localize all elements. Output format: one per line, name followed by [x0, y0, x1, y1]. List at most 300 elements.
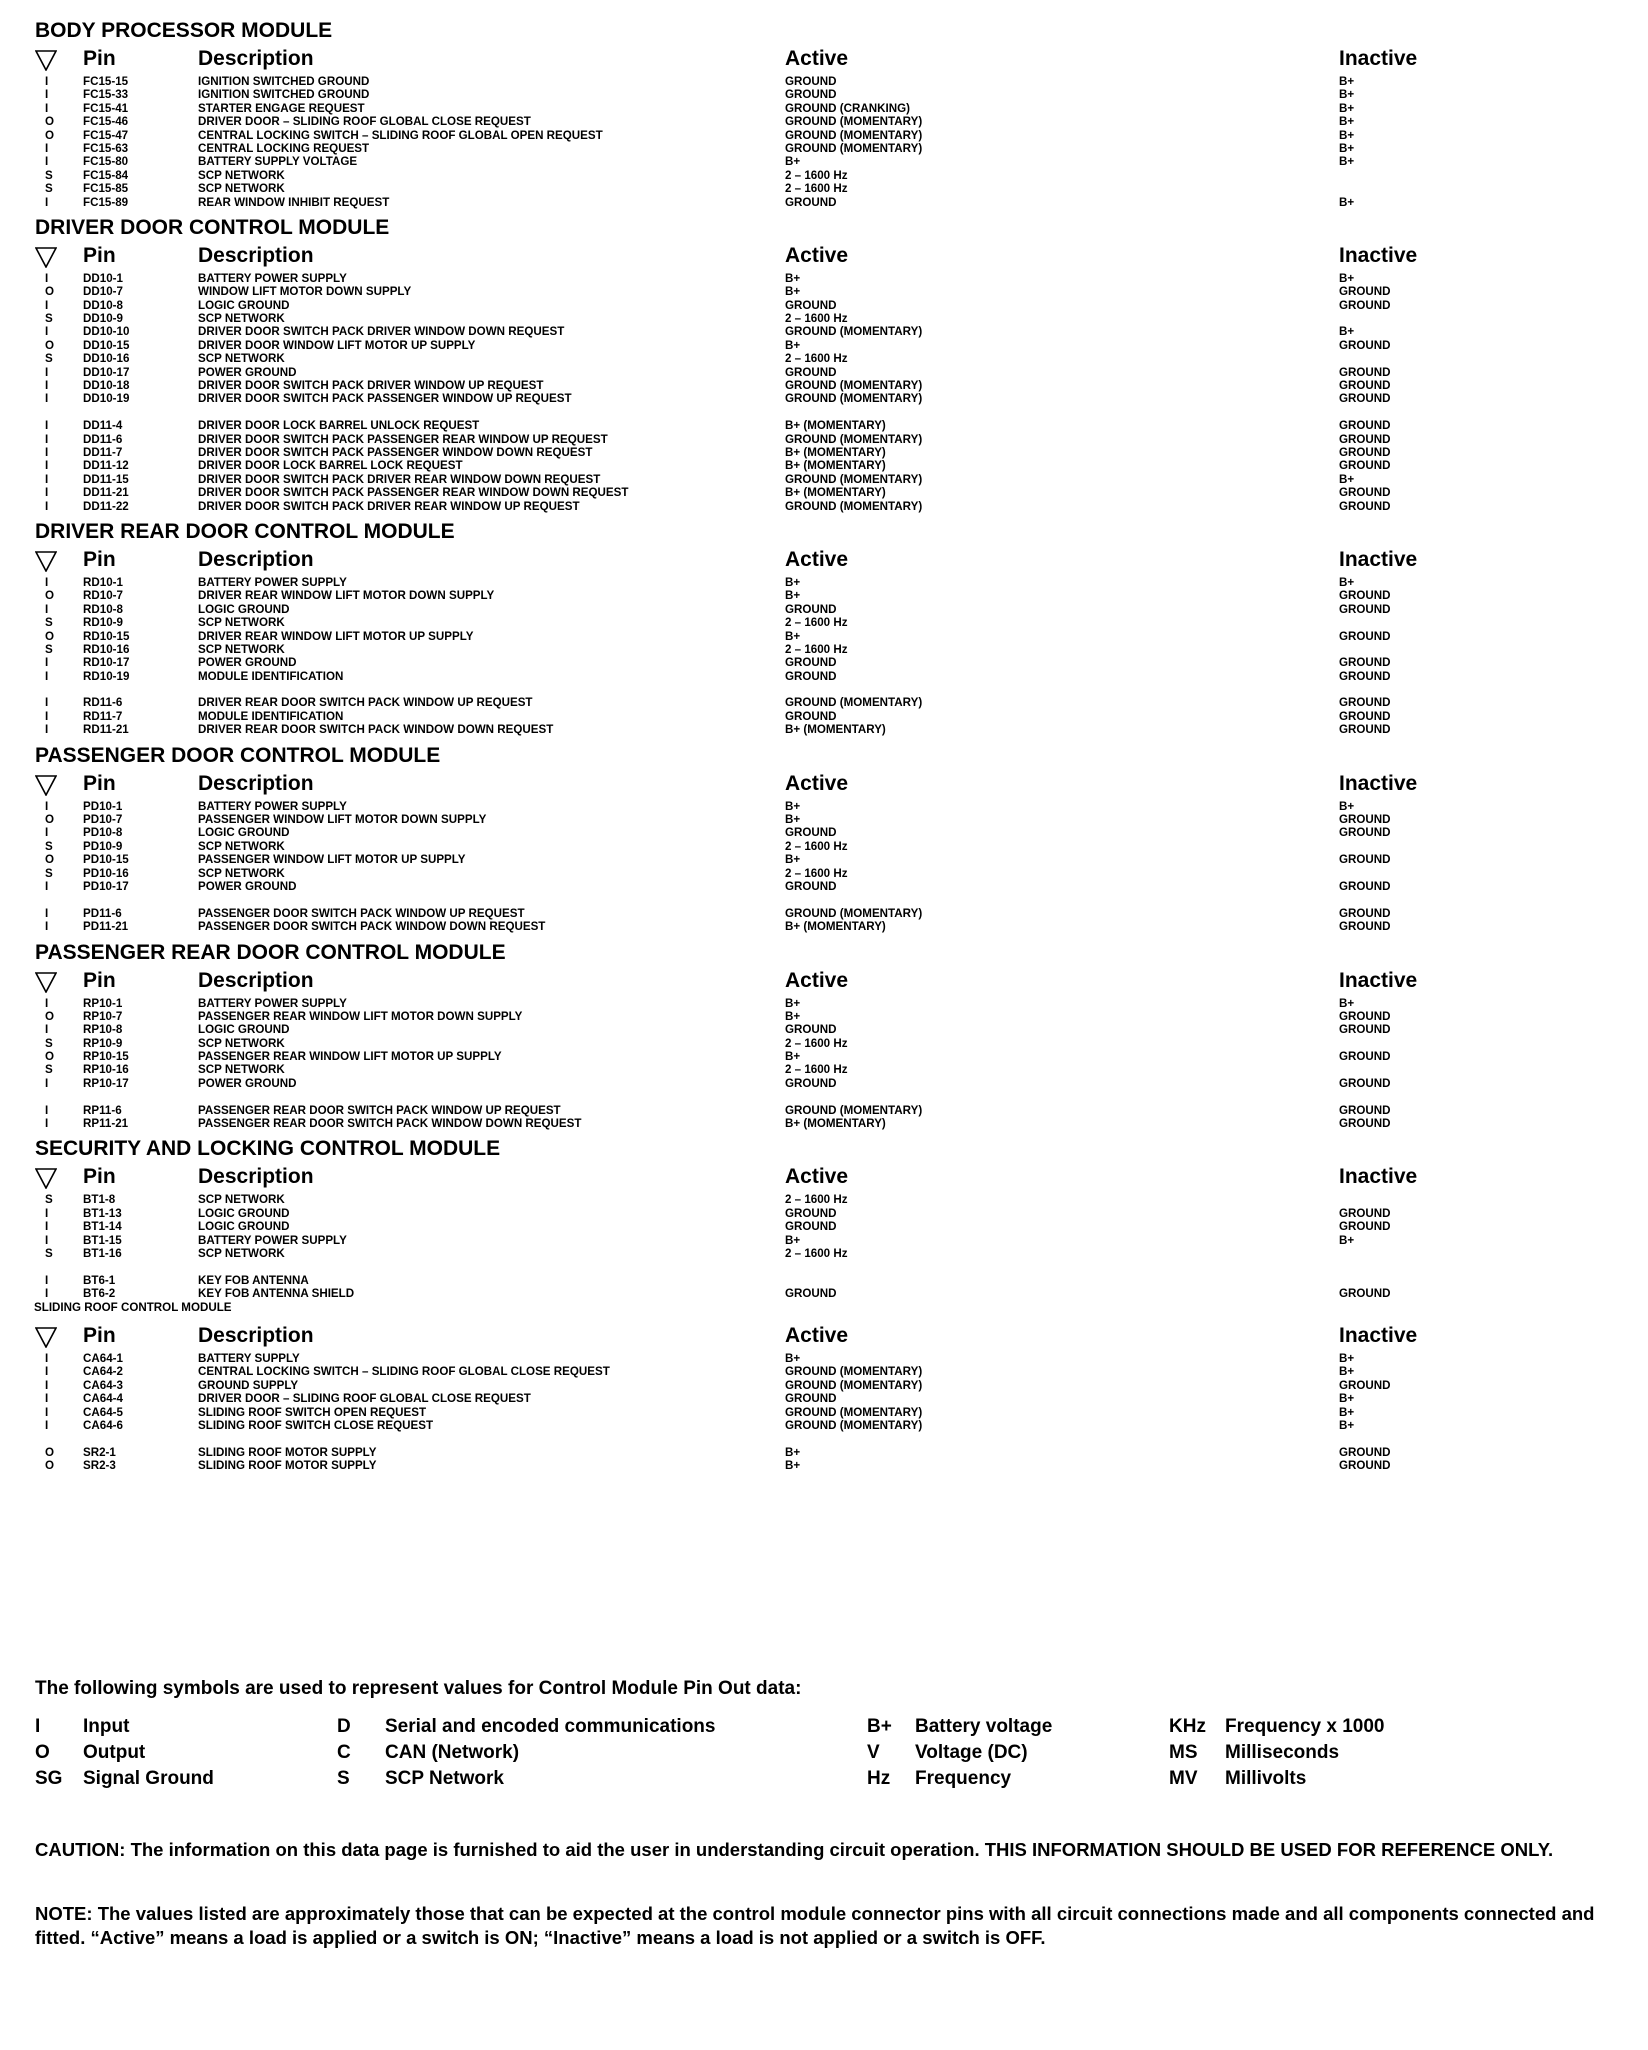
- group-spacer: [35, 1090, 1625, 1103]
- table-row: [35, 1247, 1625, 1260]
- active-value: 2 – 1600 Hz: [785, 1063, 848, 1077]
- header-description: Description: [198, 968, 314, 992]
- pin-id: RP10-7: [83, 1009, 123, 1023]
- table-row: [35, 1419, 1625, 1432]
- io-type: S: [45, 352, 53, 366]
- module-title: SECURITY AND LOCKING CONTROL MODULE: [35, 1137, 501, 1161]
- io-type: I: [45, 669, 49, 683]
- header-description: Description: [198, 1165, 314, 1189]
- active-value: 2 – 1600 Hz: [785, 168, 848, 182]
- table-header: [35, 1320, 1625, 1352]
- active-value: GROUND (MOMENTARY): [785, 379, 923, 393]
- active-value: B+ (MOMENTARY): [785, 723, 886, 737]
- io-type: I: [45, 1392, 49, 1406]
- pin-description: DRIVER REAR DOOR SWITCH PACK WINDOW UP REQUEST: [198, 696, 533, 710]
- io-type: I: [45, 101, 49, 115]
- pin-id: DD10-18: [83, 379, 130, 393]
- table-row: [35, 312, 1625, 325]
- io-type: S: [45, 1063, 53, 1077]
- pin-id: RP11-21: [83, 1117, 129, 1131]
- table-row: [35, 1063, 1625, 1076]
- inactive-value: B+: [1339, 101, 1355, 115]
- legend-symbol: B+: [867, 1716, 892, 1737]
- inactive-value: B+: [1339, 195, 1355, 209]
- header-active: Active: [785, 547, 849, 571]
- inactive-value: GROUND: [1339, 723, 1391, 737]
- table-row: [35, 88, 1625, 101]
- io-type: S: [45, 312, 53, 326]
- inactive-value: GROUND: [1339, 445, 1391, 459]
- inactive-value: GROUND: [1339, 1378, 1391, 1392]
- pin-description: DRIVER DOOR SWITCH PACK DRIVER REAR WINDOW DOWN REQUEST: [198, 472, 601, 486]
- inactive-value: B+: [1339, 115, 1355, 129]
- table-row: [35, 169, 1625, 182]
- io-type: O: [45, 1445, 55, 1459]
- table-row: [35, 392, 1625, 405]
- inactive-value: GROUND: [1339, 589, 1391, 603]
- active-value: GROUND (MOMENTARY): [785, 141, 923, 155]
- legend-meaning: Frequency: [915, 1768, 1012, 1789]
- pin-description: DRIVER DOOR SWITCH PACK PASSENGER WINDOW DOWN REQUEST: [198, 445, 593, 459]
- active-value: B+: [785, 996, 801, 1010]
- header-inactive: Inactive: [1339, 1165, 1418, 1189]
- group-spacer: [35, 1260, 1625, 1273]
- inactive-value: GROUND: [1339, 906, 1391, 920]
- pin-id: RD10-19: [83, 669, 130, 683]
- header-active: Active: [785, 47, 849, 70]
- module-title: PASSENGER REAR DOOR CONTROL MODULE: [35, 940, 506, 964]
- pin-description: PASSENGER REAR WINDOW LIFT MOTOR DOWN SUPPLY: [198, 1009, 523, 1023]
- table-row: [35, 433, 1625, 446]
- io-type: S: [45, 182, 53, 196]
- inactive-value: B+: [1339, 1418, 1355, 1432]
- pin-id: SR2-3: [83, 1459, 116, 1473]
- table-row: [35, 1023, 1625, 1036]
- table-row: [35, 616, 1625, 629]
- io-type: I: [45, 75, 49, 88]
- module-section: [35, 215, 1625, 513]
- header-description: Description: [198, 47, 314, 70]
- inactive-value: GROUND: [1339, 696, 1391, 710]
- header-inactive: Inactive: [1339, 771, 1418, 795]
- table-row: [35, 339, 1625, 352]
- pin-id: RD11-6: [83, 696, 123, 710]
- pin-id: RP10-9: [83, 1036, 123, 1050]
- active-value: GROUND: [785, 195, 837, 209]
- io-type: I: [45, 195, 49, 209]
- pin-rows: [35, 1193, 1625, 1300]
- inactive-value: GROUND: [1339, 1103, 1391, 1117]
- table-header: [35, 768, 1625, 800]
- pin-id: RD10-7: [83, 589, 123, 603]
- pin-description: SCP NETWORK: [198, 352, 285, 366]
- pin-description: DRIVER DOOR SWITCH PACK PASSENGER REAR WINDOW DOWN REQUEST: [198, 486, 629, 500]
- active-value: GROUND (MOMENTARY): [785, 115, 923, 129]
- active-value: 2 – 1600 Hz: [785, 616, 848, 630]
- pin-rows: [35, 75, 1625, 209]
- pin-id: DD10-9: [83, 312, 123, 326]
- io-type: I: [45, 155, 49, 169]
- pin-description: MODULE IDENTIFICATION: [198, 709, 344, 723]
- pin-description: POWER GROUND: [198, 656, 297, 670]
- io-type: I: [45, 920, 49, 934]
- pin-description: DRIVER DOOR SWITCH PACK DRIVER WINDOW UP REQUEST: [198, 379, 544, 393]
- table-row: [35, 813, 1625, 826]
- pin-id: DD11-4: [83, 419, 123, 433]
- pin-description: IGNITION SWITCHED GROUND: [198, 88, 370, 102]
- header-pin: Pin: [83, 1165, 116, 1189]
- pin-id: PD10-7: [83, 813, 123, 827]
- active-value: B+: [785, 813, 801, 827]
- legend-symbol: I: [35, 1716, 41, 1737]
- pin-rows: [35, 576, 1625, 737]
- inactive-value: B+: [1339, 155, 1355, 169]
- header-description: Description: [198, 1323, 314, 1347]
- inactive-value: GROUND: [1339, 1009, 1391, 1023]
- pin-description: BATTERY POWER SUPPLY: [198, 575, 347, 589]
- pin-description: STARTER ENGAGE REQUEST: [198, 101, 365, 115]
- pin-rows: [35, 800, 1625, 934]
- active-value: GROUND (MOMENTARY): [785, 696, 923, 710]
- io-type: I: [45, 499, 49, 513]
- io-type: I: [45, 392, 49, 406]
- io-type: I: [45, 1418, 49, 1432]
- header-active: Active: [785, 771, 849, 795]
- pin-id: SR2-1: [83, 1445, 116, 1459]
- pin-description: BATTERY SUPPLY: [198, 1351, 300, 1365]
- active-value: GROUND (MOMENTARY): [785, 472, 923, 486]
- header-inactive: Inactive: [1339, 968, 1418, 992]
- header-pin: Pin: [83, 47, 116, 70]
- legend-meaning: Frequency x 1000: [1225, 1716, 1385, 1737]
- header-active: Active: [785, 1165, 849, 1189]
- table-row: [35, 1352, 1625, 1365]
- io-type: I: [45, 486, 49, 500]
- header-inactive: Inactive: [1339, 47, 1418, 70]
- triangle-icon: [35, 550, 57, 572]
- pin-description: SCP NETWORK: [198, 1063, 285, 1077]
- active-value: B+: [785, 589, 801, 603]
- table-row: [35, 1392, 1625, 1405]
- legend-meaning: Output: [83, 1742, 146, 1763]
- io-type: I: [45, 826, 49, 840]
- active-value: GROUND: [785, 879, 837, 893]
- module-section: [35, 940, 1625, 1131]
- table-row: [35, 1207, 1625, 1220]
- pin-description: SCP NETWORK: [198, 1193, 285, 1207]
- io-type: S: [45, 1247, 53, 1260]
- inactive-value: GROUND: [1339, 379, 1391, 393]
- active-value: GROUND: [785, 1287, 837, 1301]
- legend-meaning: CAN (Network): [385, 1742, 520, 1763]
- pin-id: FC15-33: [83, 88, 129, 102]
- inactive-value: GROUND: [1339, 1050, 1391, 1064]
- io-type: I: [45, 365, 49, 379]
- inactive-value: B+: [1339, 575, 1355, 589]
- legend-meaning: Battery voltage: [915, 1716, 1053, 1737]
- active-value: GROUND (CRANKING): [785, 101, 910, 115]
- pin-id: PD10-17: [83, 879, 129, 893]
- inactive-value: GROUND: [1339, 1206, 1391, 1220]
- active-value: 2 – 1600 Hz: [785, 1193, 848, 1207]
- pin-id: DD11-15: [83, 472, 129, 486]
- table-row: [35, 102, 1625, 115]
- table-row: [35, 446, 1625, 459]
- pin-description: SCP NETWORK: [198, 182, 285, 196]
- active-value: B+: [785, 271, 801, 285]
- io-type: S: [45, 1193, 53, 1207]
- table-row: [35, 379, 1625, 392]
- pin-id: DD10-8: [83, 298, 123, 312]
- header-inactive: Inactive: [1339, 1323, 1418, 1347]
- table-row: [35, 1287, 1625, 1300]
- active-value: GROUND: [785, 669, 837, 683]
- table-row: [35, 907, 1625, 920]
- pin-description: KEY FOB ANTENNA SHIELD: [198, 1287, 355, 1301]
- legend-symbol: S: [337, 1768, 350, 1789]
- io-type: I: [45, 906, 49, 920]
- active-value: B+ (MOMENTARY): [785, 445, 886, 459]
- inactive-value: B+: [1339, 75, 1355, 88]
- pin-id: RD10-15: [83, 629, 130, 643]
- inactive-value: GROUND: [1339, 629, 1391, 643]
- io-type: I: [45, 472, 49, 486]
- module-title: DRIVER REAR DOOR CONTROL MODULE: [35, 519, 455, 543]
- inactive-value: GROUND: [1339, 1220, 1391, 1234]
- pin-id: RP10-1: [83, 996, 123, 1010]
- io-type: O: [45, 853, 55, 867]
- inactive-value: GROUND: [1339, 669, 1391, 683]
- pin-id: FC15-80: [83, 155, 129, 169]
- io-type: I: [45, 1273, 49, 1287]
- pin-id: FC15-85: [83, 182, 129, 196]
- io-type: O: [45, 1050, 55, 1064]
- table-row: [35, 1459, 1625, 1472]
- caution-text: CAUTION: The information on this data page is furnished to aid the user in understanding circuit operation. THIS INFORMATION SHOULD BE USED FOR REFERENCE ONLY.: [35, 1839, 1554, 1860]
- legend-meaning: Milliseconds: [1225, 1742, 1340, 1763]
- table-row: [35, 129, 1625, 142]
- pin-id: PD10-15: [83, 853, 129, 867]
- inactive-value: GROUND: [1339, 853, 1391, 867]
- io-type: I: [45, 379, 49, 393]
- active-value: B+: [785, 629, 801, 643]
- pin-id: FC15-84: [83, 168, 129, 182]
- pin-id: CA64-3: [83, 1378, 123, 1392]
- pin-id: BT1-8: [83, 1193, 116, 1207]
- pin-id: DD10-10: [83, 325, 130, 339]
- pin-description: SCP NETWORK: [198, 839, 285, 853]
- pin-description: BATTERY POWER SUPPLY: [198, 1233, 347, 1247]
- triangle-icon: [35, 49, 57, 71]
- io-type: I: [45, 271, 49, 285]
- io-type: O: [45, 115, 55, 129]
- table-row: [35, 1379, 1625, 1392]
- active-value: GROUND (MOMENTARY): [785, 1405, 923, 1419]
- pin-description: BATTERY SUPPLY VOLTAGE: [198, 155, 358, 169]
- pin-description: DRIVER DOOR – SLIDING ROOF GLOBAL CLOSE REQUEST: [198, 1392, 531, 1406]
- inactive-value: GROUND: [1339, 1023, 1391, 1037]
- active-value: B+: [785, 1445, 801, 1459]
- pin-description: POWER GROUND: [198, 365, 297, 379]
- inactive-value: B+: [1339, 1405, 1355, 1419]
- inactive-value: GROUND: [1339, 1287, 1391, 1301]
- active-value: B+: [785, 853, 801, 867]
- active-value: 2 – 1600 Hz: [785, 182, 848, 196]
- pin-description: PASSENGER REAR DOOR SWITCH PACK WINDOW DOWN REQUEST: [198, 1117, 582, 1131]
- module-section: [35, 1136, 1625, 1314]
- pin-description: DRIVER DOOR WINDOW LIFT MOTOR UP SUPPLY: [198, 338, 476, 352]
- active-value: B+ (MOMENTARY): [785, 486, 886, 500]
- triangle-icon: [35, 1326, 57, 1348]
- pin-description: POWER GROUND: [198, 879, 297, 893]
- io-type: S: [45, 168, 53, 182]
- pin-rows: [35, 272, 1625, 513]
- inactive-value: GROUND: [1339, 879, 1391, 893]
- header-pin: Pin: [83, 968, 116, 992]
- header-active: Active: [785, 1323, 849, 1347]
- header-pin: Pin: [83, 1323, 116, 1347]
- header-description: Description: [198, 771, 314, 795]
- table-row: [35, 880, 1625, 893]
- pin-id: BT6-2: [83, 1287, 116, 1301]
- pin-id: RD11-21: [83, 723, 129, 737]
- legend-symbol: KHz: [1169, 1716, 1206, 1737]
- pin-id: BT1-15: [83, 1233, 122, 1247]
- table-row: [35, 800, 1625, 813]
- active-value: GROUND: [785, 75, 837, 88]
- table-row: [35, 196, 1625, 209]
- table-row: [35, 576, 1625, 589]
- io-type: I: [45, 432, 49, 446]
- pin-description: LOGIC GROUND: [198, 1023, 290, 1037]
- inactive-value: GROUND: [1339, 285, 1391, 299]
- pin-id: FC15-46: [83, 115, 129, 129]
- io-type: O: [45, 813, 55, 827]
- pin-id: RD10-8: [83, 602, 123, 616]
- io-type: I: [45, 1365, 49, 1379]
- table-header: [35, 240, 1625, 272]
- active-value: GROUND (MOMENTARY): [785, 128, 923, 142]
- active-value: GROUND (MOMENTARY): [785, 1378, 923, 1392]
- io-type: O: [45, 1459, 55, 1473]
- inactive-value: GROUND: [1339, 1445, 1391, 1459]
- io-type: I: [45, 325, 49, 339]
- inactive-value: GROUND: [1339, 1459, 1391, 1473]
- table-row: [35, 155, 1625, 168]
- io-type: S: [45, 1036, 53, 1050]
- table-row: [35, 696, 1625, 709]
- active-value: GROUND: [785, 1023, 837, 1037]
- inactive-value: B+: [1339, 271, 1355, 285]
- module-title: BODY PROCESSOR MODULE: [35, 19, 333, 42]
- io-type: S: [45, 642, 53, 656]
- header-pin: Pin: [83, 243, 116, 267]
- pin-id: DD11-6: [83, 432, 123, 446]
- triangle-icon: [35, 971, 57, 993]
- pin-id: RD10-16: [83, 642, 130, 656]
- legend-symbol: Hz: [867, 1768, 891, 1789]
- inactive-value: GROUND: [1339, 1117, 1391, 1131]
- triangle-icon: [35, 774, 57, 796]
- pin-description: KEY FOB ANTENNA: [198, 1273, 309, 1287]
- active-value: 2 – 1600 Hz: [785, 352, 848, 366]
- io-type: I: [45, 575, 49, 589]
- active-value: B+: [785, 575, 801, 589]
- pin-id: DD10-15: [83, 338, 130, 352]
- pin-id: DD10-1: [83, 271, 123, 285]
- pinout-page: [35, 12, 1625, 1478]
- header-inactive: Inactive: [1339, 547, 1418, 571]
- inactive-value: GROUND: [1339, 813, 1391, 827]
- active-value: GROUND (MOMENTARY): [785, 432, 923, 446]
- table-row: [35, 1220, 1625, 1233]
- io-type: I: [45, 996, 49, 1010]
- pin-id: CA64-5: [83, 1405, 123, 1419]
- table-row: [35, 1274, 1625, 1287]
- legend-meaning: Voltage (DC): [915, 1742, 1028, 1763]
- active-value: B+: [785, 338, 801, 352]
- legend-meaning: SCP Network: [385, 1768, 504, 1789]
- pin-id: RD10-9: [83, 616, 123, 630]
- active-value: B+: [785, 155, 801, 169]
- pin-id: PD10-8: [83, 826, 123, 840]
- pin-id: FC15-63: [83, 141, 129, 155]
- inactive-value: B+: [1339, 1365, 1355, 1379]
- io-type: I: [45, 1351, 49, 1365]
- pin-description: BATTERY POWER SUPPLY: [198, 799, 347, 813]
- pin-rows: [35, 997, 1625, 1131]
- legend-symbol: MV: [1169, 1768, 1198, 1789]
- pin-description: REAR WINDOW INHIBIT REQUEST: [198, 195, 390, 209]
- pin-id: DD10-17: [83, 365, 130, 379]
- pin-id: BT1-16: [83, 1247, 122, 1260]
- table-row: [35, 1446, 1625, 1459]
- io-type: I: [45, 723, 49, 737]
- legend-symbol: V: [867, 1742, 880, 1763]
- pin-description: DRIVER DOOR SWITCH PACK PASSENGER WINDOW UP REQUEST: [198, 392, 572, 406]
- inactive-value: GROUND: [1339, 656, 1391, 670]
- active-value: GROUND (MOMENTARY): [785, 499, 923, 513]
- table-row: [35, 285, 1625, 298]
- pin-description: DRIVER DOOR LOCK BARREL UNLOCK REQUEST: [198, 419, 480, 433]
- table-row: [35, 366, 1625, 379]
- inactive-value: GROUND: [1339, 709, 1391, 723]
- group-spacer: [35, 893, 1625, 906]
- table-header: [35, 965, 1625, 997]
- table-row: [35, 1365, 1625, 1378]
- pin-id: PD10-1: [83, 799, 123, 813]
- io-type: I: [45, 298, 49, 312]
- pin-description: DRIVER DOOR SWITCH PACK DRIVER WINDOW DOWN REQUEST: [198, 325, 565, 339]
- table-row: [35, 182, 1625, 195]
- pin-id: DD11-21: [83, 486, 129, 500]
- group-spacer: [35, 1432, 1625, 1445]
- table-row: [35, 826, 1625, 839]
- inactive-value: GROUND: [1339, 365, 1391, 379]
- io-type: O: [45, 1009, 55, 1023]
- sliding-roof-module-title: SLIDING ROOF CONTROL MODULE: [34, 1300, 232, 1314]
- pin-description: LOGIC GROUND: [198, 1220, 290, 1234]
- header-inactive: Inactive: [1339, 243, 1418, 267]
- table-row: [35, 656, 1625, 669]
- active-value: B+: [785, 285, 801, 299]
- header-description: Description: [198, 547, 314, 571]
- active-value: B+: [785, 1459, 801, 1473]
- io-type: O: [45, 629, 55, 643]
- io-type: I: [45, 1378, 49, 1392]
- active-value: B+: [785, 799, 801, 813]
- inactive-value: B+: [1339, 88, 1355, 102]
